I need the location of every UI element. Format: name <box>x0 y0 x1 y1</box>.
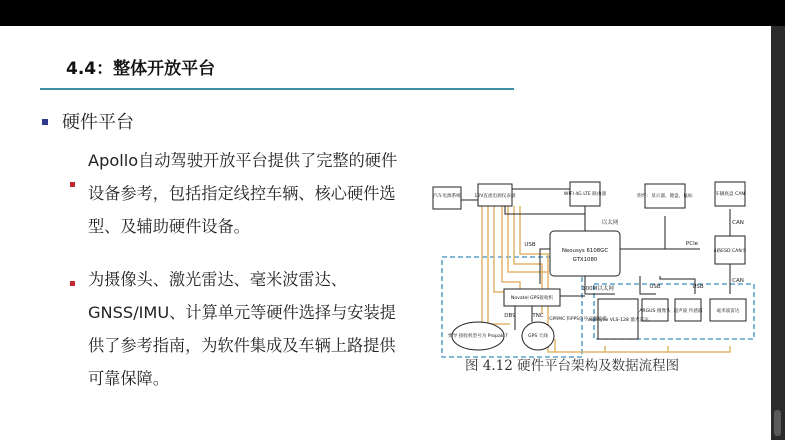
gprmc-edge-label: GPRMC 和PPS信号 定制电缆 <box>549 317 607 322</box>
usb-edge-label-2: USB <box>649 284 661 290</box>
peripherals-label: 附件：显示器、键盘、鼠标 <box>637 194 693 199</box>
pcie-edge-label: PCIe <box>685 241 699 247</box>
bullet-paragraph-2: 为摄像头、激光雷达、毫米波雷达、GNSS/IMU、计算单元等硬件选择与安装提供了参考指南，为软件集成及车辆上路提供可靠保障。 <box>88 270 396 388</box>
car-power-label: 汽车电源系统 <box>433 194 461 199</box>
argus-label: ARGUS 摄像头 <box>639 309 671 314</box>
square-bullet-icon <box>70 182 75 187</box>
bullet-paragraph-1: Apollo自动驾驶开放平台提供了完整的硬件设备参考，包括指定线控车辆、核心硬件选型、及辅助硬件设备。 <box>88 151 398 236</box>
eth100-edge-label: 100M以太网 <box>582 286 614 292</box>
imu-label: 惯导 接收机型号为 Propak 7 <box>448 334 508 339</box>
scrollbar-thumb[interactable] <box>774 410 781 436</box>
usb-wire <box>660 276 695 294</box>
title-underline <box>40 88 514 90</box>
usb-edge-label: USB <box>524 242 536 248</box>
bullet-hardware-platform: 硬件平台 <box>62 112 134 133</box>
neousys-label: Neousys 6108GC <box>561 248 609 254</box>
ethernet-edge-label: 以太网 <box>601 220 619 226</box>
tnc-edge-label: TNC <box>532 313 544 319</box>
radar-label: 毫米波雷达 <box>716 309 740 314</box>
square-bullet-icon <box>70 281 75 286</box>
can-edge-label: CAN <box>732 220 744 226</box>
db9-edge-label: DB9 <box>504 313 516 319</box>
gpu-label: GTX1080 <box>572 257 598 263</box>
can-edge-label-2: CAN <box>732 278 744 284</box>
square-bullet-icon <box>42 119 48 125</box>
figure-caption: 图 4.12 硬件平台架构及数据流程图 <box>465 358 680 374</box>
wifi-label: WIFI 4G LTE 路由器 <box>563 192 607 197</box>
novatel-label: Novatel GPS接收机 <box>510 296 554 301</box>
slide <box>0 26 771 440</box>
gps-antenna-label: GPS 天线 <box>528 334 548 339</box>
usb-edge-label-3: USB <box>692 284 704 290</box>
can-card-label: 4路ESD CAN卡 <box>713 249 747 254</box>
vehicle-can-label: 车辆底盘 CAN <box>715 192 745 197</box>
power-line <box>494 206 506 292</box>
power-board-label: 12V直流电源仪表板 <box>474 194 516 199</box>
velodyne-label: Velodyne VLS-128 激光雷达 <box>587 318 649 323</box>
power-line <box>670 346 730 352</box>
hardware-architecture-diagram <box>430 154 755 359</box>
page-title: 4.4：整体开放平台 <box>66 59 216 79</box>
scrollbar-track[interactable] <box>771 26 785 440</box>
ultrasonic-label: 超声波 传感器 <box>673 309 703 314</box>
